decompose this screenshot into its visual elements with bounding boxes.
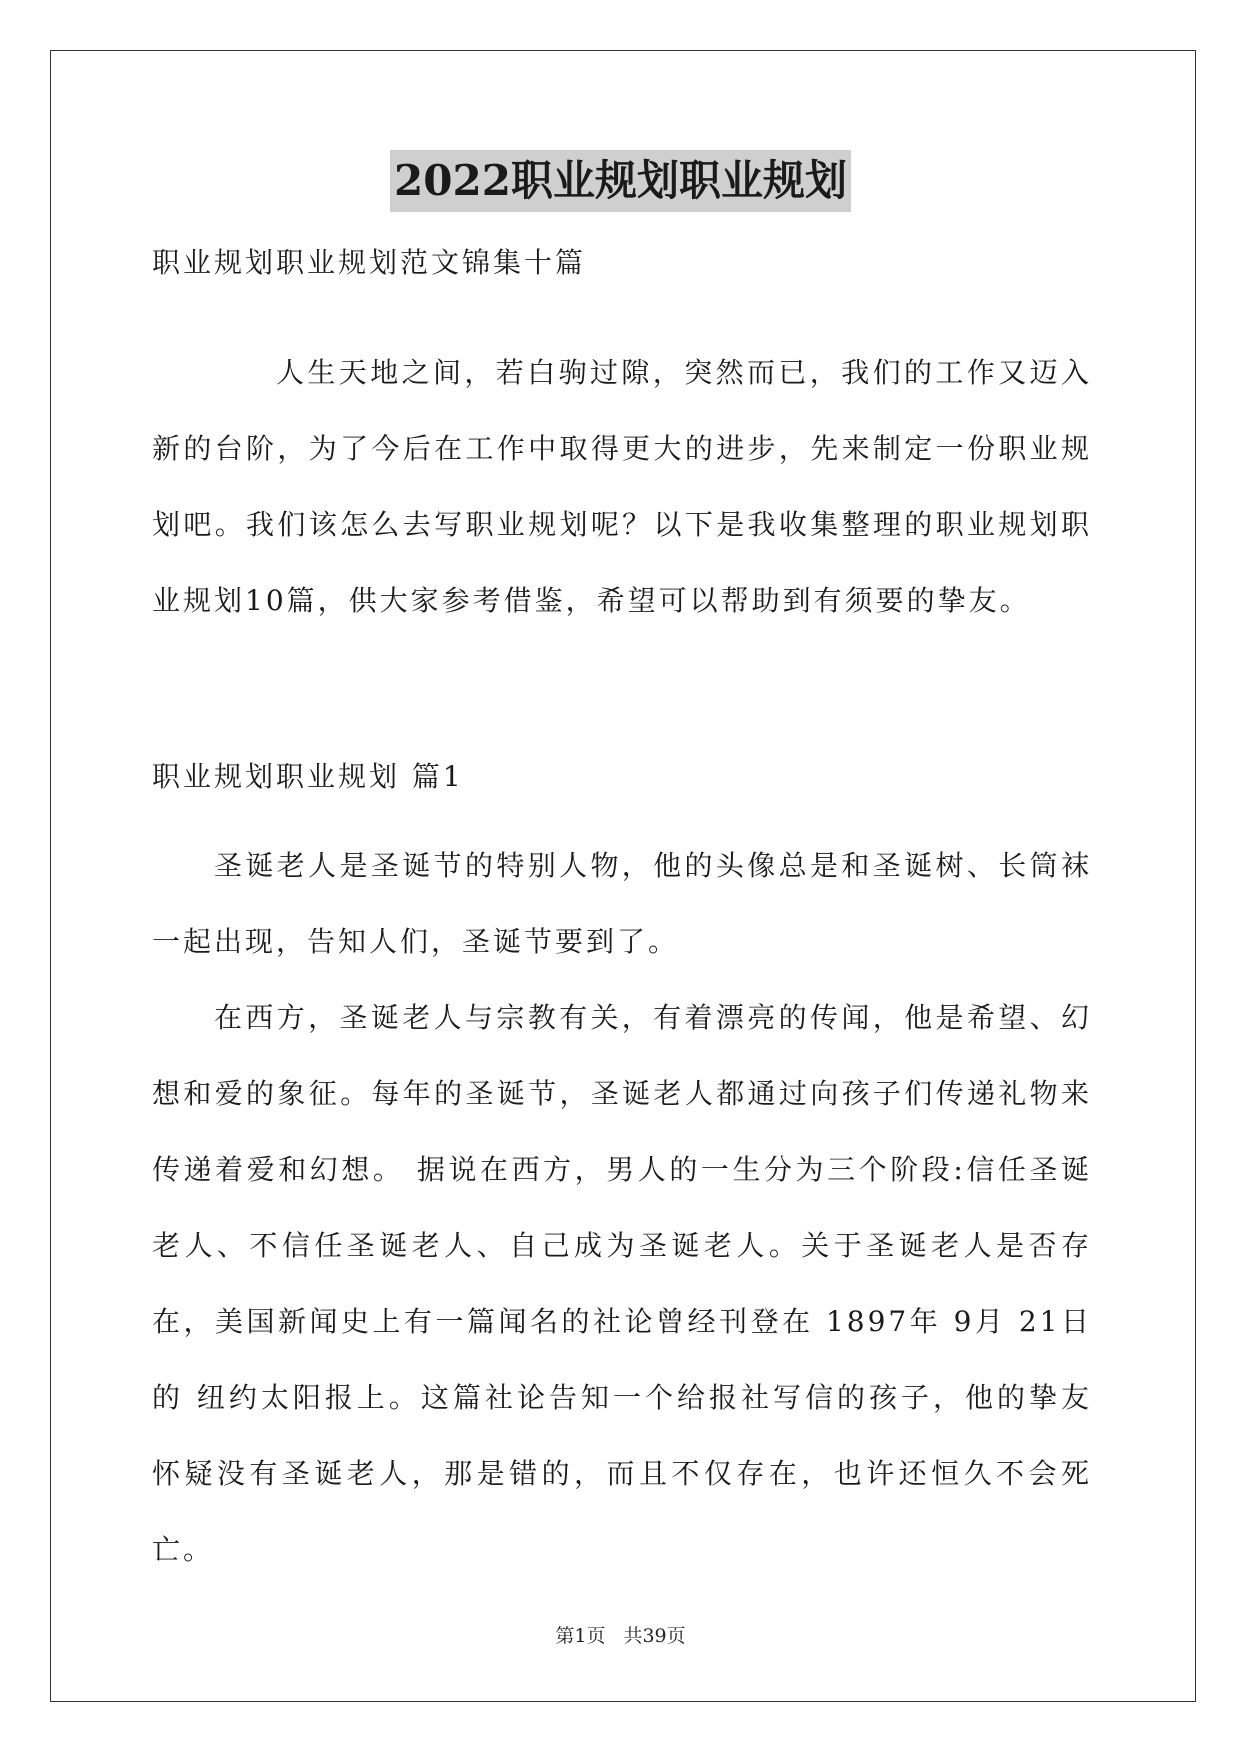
section-body xyxy=(152,828,1092,1588)
document-title: 2022职业规划职业规划 xyxy=(390,150,851,212)
page-footer xyxy=(0,1622,1241,1650)
section-heading: 职业规划职业规划 篇1 xyxy=(152,760,464,793)
page-number: 第1页 xyxy=(555,1625,606,1647)
body-paragraph-1: 圣诞老人是圣诞节的特别人物，他的头像总是和圣诞树、长筒袜一起出现，告知人们，圣诞节要到了。 xyxy=(152,849,1092,958)
intro-paragraph: 人生天地之间，若白驹过隙，突然而已，我们的工作又迈入新的台阶，为了今后在工作中取得更大的进步，先来制定一份职业规划吧。我们该怎么去写职业规划呢？以下是我收集整理的职业规划职业规划10篇，供大家参考借鉴，希望可以帮助到有须要的挚友。 xyxy=(152,356,1092,617)
body-paragraph-2: 在西方，圣诞老人与宗教有关，有着漂亮的传闻，他是希望、幻想和爱的象征。每年的圣诞节，圣诞老人都通过向孩子们传递礼物来传递着爱和幻想。 据说在西方，男人的一生分为三个阶段:信任圣诞老人、不信任圣诞老人、自己成为圣诞老人。关于圣诞老人是否存在，美国新闻史上有一篇闻名的社论曾经刊登在 1897年 9月 21日的 纽约太阳报上。这篇社论告知一个给报社写信的孩子，他的挚友怀疑没有圣诞老人，那是错的，而且不仅存在，也许还恒久不会死亡。 xyxy=(152,1001,1092,1566)
intro-section xyxy=(152,335,1092,639)
document-subtitle: 职业规划职业规划范文锦集十篇 xyxy=(152,246,587,279)
page-total: 共39页 xyxy=(623,1625,686,1647)
title-container xyxy=(0,150,1241,212)
